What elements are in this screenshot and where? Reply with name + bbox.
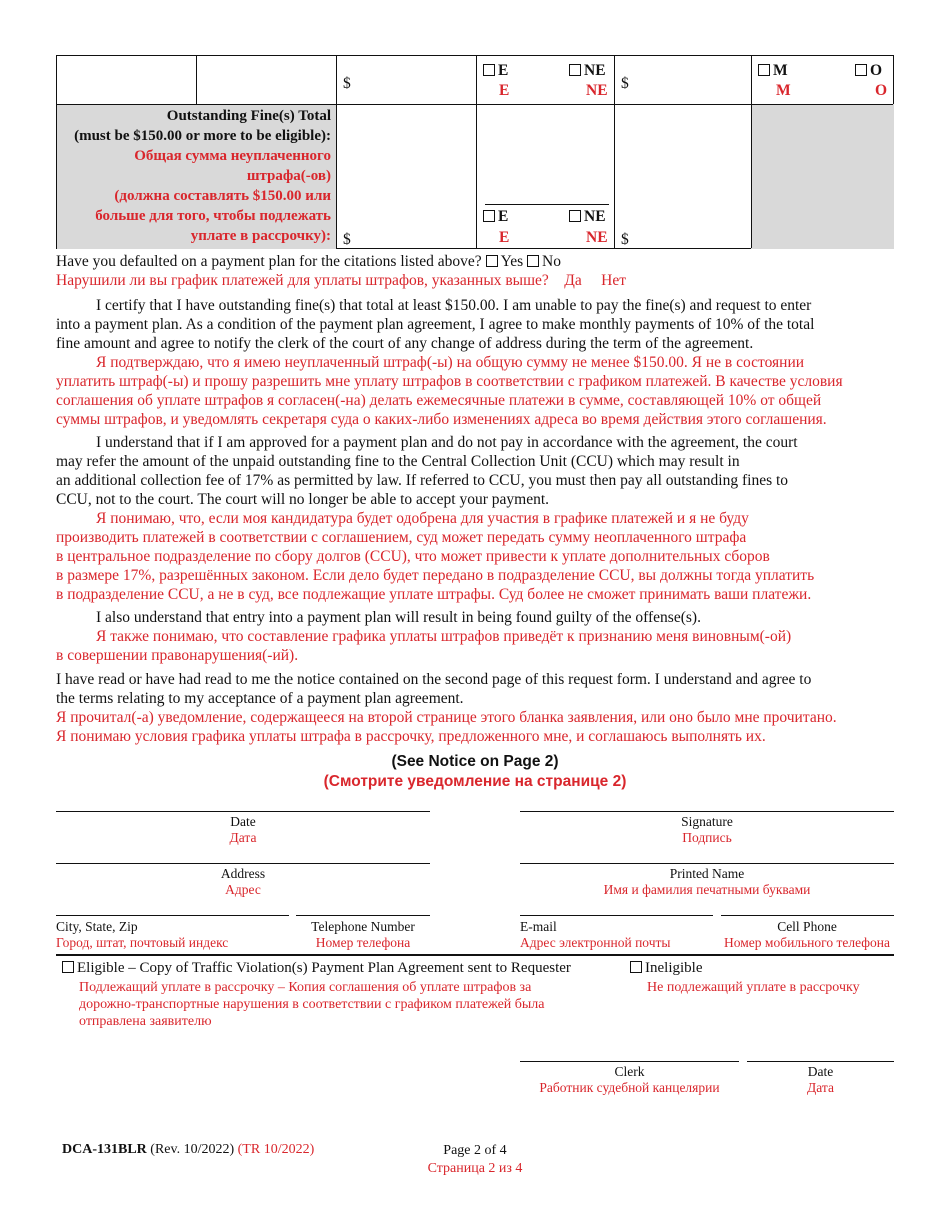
clerk-date-field-label: Date Дата	[807, 1064, 834, 1095]
row1-ne-label: NE	[584, 62, 606, 79]
also-paragraph: I also understand that entry into a payment plan will result in being found guilty of the offense(s). Я также понимаю, что составление графика уплаты штрафов приведёт к признанию меня виновным(-ой) в совершении правонарушения(-ий).	[56, 609, 792, 664]
email-line[interactable]	[520, 915, 713, 916]
page-number: Page 2 of 4 Страница 2 из 4	[427, 1143, 523, 1176]
email-field-label: E-mail Адрес электронной почты	[520, 919, 671, 950]
row1-m-label-ru: M	[776, 82, 791, 99]
row1-e-label-ru: E	[499, 82, 510, 99]
form-id: DCA-131BLR (Rev. 10/2022) (TR 10/2022)	[62, 1142, 315, 1157]
defaulted-question: Have you defaulted on a payment plan for the citations listed above? Yes No Нарушили ли вы график платежей для уплаты штрафов, указанных выше? Да Нет	[56, 253, 626, 289]
row1-e-label: E	[498, 62, 509, 79]
date-field-label: Date Дата	[229, 814, 257, 845]
ineligible-option: Ineligible Не подлежащий уплате в рассрочку	[630, 960, 900, 996]
fines-table	[56, 55, 894, 249]
see-notice: (See Notice on Page 2) (Смотрите уведомление на странице 2)	[323, 753, 627, 790]
printed-name-field-label: Printed Name Имя и фамилия печатными буквами	[603, 866, 811, 897]
cell-phone-field-label: Cell Phone Номер мобильного телефона	[724, 919, 890, 950]
read-paragraph: I have read or have had read to me the notice contained on the second page of this request form. I understand and agree to the terms relating to my acceptance of a payment plan agreement. Я прочитал(-а) уведомление, содержащееся на второй странице этого бланка заявления, или оно было мне прочитано. Я понимаю условия графика уплаты штрафа в рассрочку, предложенного мне, и соглашаюсь выполнять их.	[56, 671, 837, 745]
row1-o-checkbox[interactable]	[855, 64, 867, 76]
address-field-label: Address Адрес	[220, 866, 266, 897]
row1-e-checkbox[interactable]	[483, 64, 495, 76]
row1-m-label: M	[773, 62, 788, 79]
row2-ne-label-ru: NE	[586, 229, 608, 246]
row1-dollar-1: $	[343, 75, 351, 92]
ineligible-checkbox[interactable]	[630, 961, 642, 973]
defaulted-yes-checkbox[interactable]	[486, 255, 498, 267]
clerk-line[interactable]	[520, 1061, 739, 1062]
clerk-date-line[interactable]	[747, 1061, 894, 1062]
row1-ne-label-ru: NE	[586, 82, 608, 99]
clerk-field-label: Clerk Работник судебной канцелярии	[539, 1064, 720, 1095]
row1-ne-checkbox[interactable]	[569, 64, 581, 76]
row2-e-label-ru: E	[499, 229, 510, 246]
certify-paragraph: I certify that I have outstanding fine(s) that total at least $150.00. I am unable to pay the fine(s) and request to enter into a payment plan. As a condition of the payment plan agreement, I agree to make monthly payments of 10% of the total fine amount and agree to notify the clerk of the court of any change of address during the term of the agreement. Я подтверждаю, что я имею неуплаченный штраф(-ы) на общую сумму не менее $150.00. Я не в состоянии уплатить штраф(-ы) и прошу разрешить мне уплату штрафов в соответствии с графиком платежей. В качестве условия соглашения об уплате штрафов я согласен(-на) делать ежемесячные платежи в сумме, составляющей 10% от общей суммы штрафов, и уведомлять секретаря суда о каких-либо изменениях адреса во время действия этого соглашения.	[56, 297, 843, 428]
city-line[interactable]	[56, 915, 289, 916]
row1-o-label-ru: O	[875, 82, 888, 99]
outstanding-total-label: Outstanding Fine(s) Total (must be $150.00 or more to be eligible): Общая сумма неуплаченного штрафа(-ов) (должна составлять $150.00 или больше для того, чтобы подлежать уплате в рассрочку):	[74, 108, 331, 244]
phone-line[interactable]	[296, 915, 430, 916]
row1-dollar-2: $	[621, 75, 629, 92]
row2-ne-label: NE	[584, 208, 606, 225]
eligible-checkbox[interactable]	[62, 961, 74, 973]
printed-name-line[interactable]	[520, 863, 894, 864]
date-line[interactable]	[56, 811, 430, 812]
row2-ne-checkbox[interactable]	[569, 210, 581, 222]
understand-paragraph: I understand that if I am approved for a payment plan and do not pay in accordance with the agreement, the court may refer the amount of the unpaid outstanding fine to the Central Collection Unit (CCU) which may result in an additional collection fee of 17% as permitted by law. If referred to CCU, you must then pay all outstanding fines to CCU, not to the court. The court will no longer be able to accept your payment. Я понимаю, что, если моя кандидатура будет одобрена для участия в графике платежей и я не буду производить платежей в соответствии с соглашением, суд может передать сумму неоплаченного штрафа в центральное подразделение по сбору долгов (CCU), что может привести к уплате дополнительных сборов в размере 17%, разрешённых законом. Если дело будет передано в подразделение CCU, вы должны тогда уплатить в подразделение CCU, а не в суд, все подлежащие уплате штрафы. Суд более не сможет принимать ваши платежи.	[56, 434, 815, 603]
address-line[interactable]	[56, 863, 430, 864]
eligible-option: Eligible – Copy of Traffic Violation(s) Payment Plan Agreement sent to Requester Подлежащий уплате в рассрочку – Копия соглашения об уплате штрафов за дорожно-транспортные нарушения в соответствии с графиком платежей была отправлена заявителю	[62, 960, 622, 1030]
cell-phone-line[interactable]	[721, 915, 894, 916]
defaulted-no-checkbox[interactable]	[527, 255, 539, 267]
row2-dollar-1: $	[343, 231, 351, 248]
city-field-label: City, State, Zip Город, штат, почтовый индекс	[56, 919, 229, 950]
gray-cell-right	[751, 104, 894, 249]
phone-field-label: Telephone Number Номер телефона	[311, 919, 415, 950]
row2-dollar-2: $	[621, 231, 629, 248]
signature-line[interactable]	[520, 811, 894, 812]
row2-e-checkbox[interactable]	[483, 210, 495, 222]
row1-m-checkbox[interactable]	[758, 64, 770, 76]
section-divider	[56, 954, 894, 956]
row2-e-label: E	[498, 208, 509, 225]
signature-field-label: Signature Подпись	[681, 814, 733, 845]
row1-o-label: O	[870, 62, 883, 79]
